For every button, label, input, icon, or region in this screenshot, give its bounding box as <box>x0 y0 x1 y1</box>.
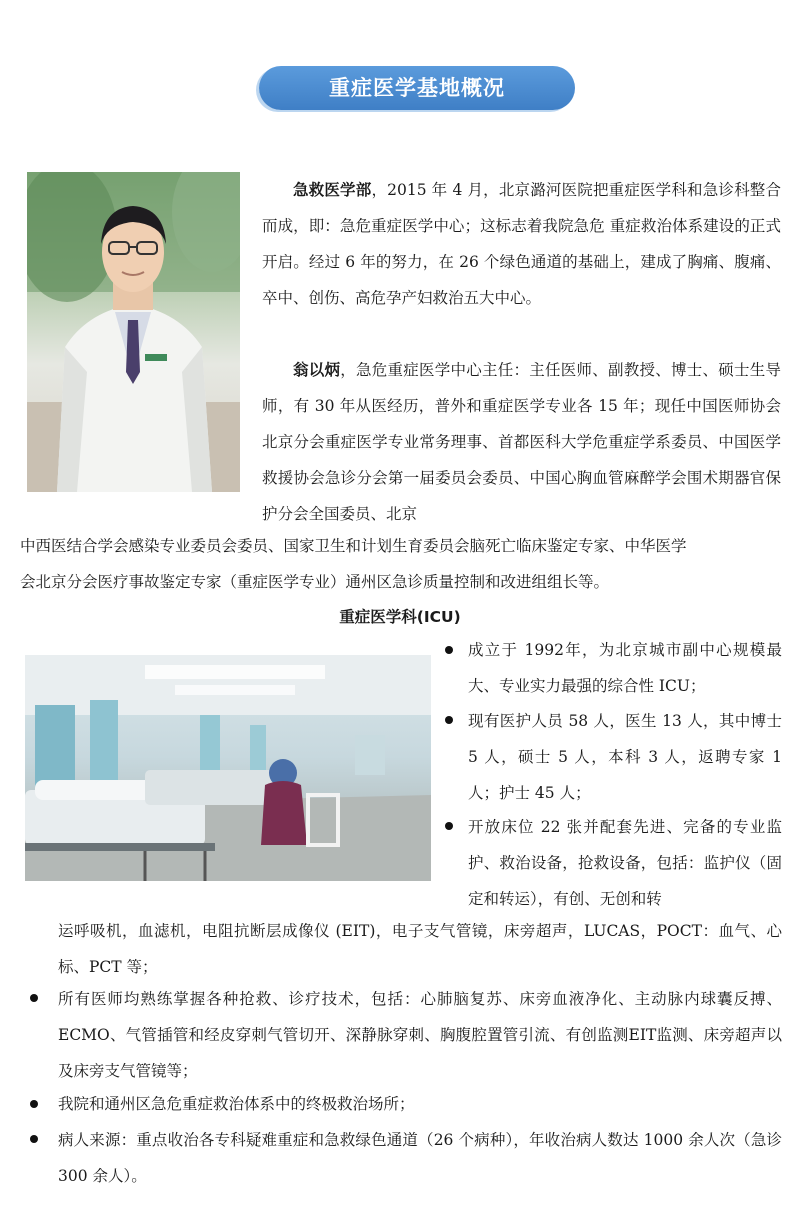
icu-bullet-beds: 开放床位 22 张并配套先进、完备的专业监护、救治设备，抢救设备，包括：监护仪（固定和转运），有创、无创和转 <box>468 818 782 908</box>
director-bio-continued-2: 会北京分会医疗事故鉴定专家（重症医学专业）通州区急诊质量控制和改进组组长等。 <box>20 573 610 591</box>
bullet-dot <box>445 716 453 724</box>
bullet-dot <box>30 994 38 1002</box>
director-portrait-illustration <box>27 172 240 492</box>
icu-bullet-patient-source: 病人来源：重点收治各专科疑难重症和急救绿色通道（26 个病种），年收治病人数达 1000 余人次（急诊 300 余人）。 <box>58 1131 782 1185</box>
page-title: 重症医学基地概况 <box>259 66 575 110</box>
bullet-dot <box>30 1100 38 1108</box>
icu-bullet-staff: 现有医护人员 58 人，医生 13 人，其中博士 5 人，硕士 5 人，本科 3 人，返聘专家 1 人；护士 45 人； <box>468 712 782 802</box>
bullet-dot <box>445 822 453 830</box>
director-bio-continued-1: 中西医结合学会感染专业委员会委员、国家卫生和计划生育委员会脑死亡临床鉴定专家、中华医学 <box>20 537 687 555</box>
icu-ward-illustration <box>25 655 431 881</box>
director-name: 翁以炳 <box>293 361 341 379</box>
director-bio-text: ，急危重症医学中心主任：主任医师、副教授、博士、硕士生导师，有 30 年从医经历，普外和重症医学专业各 15 年；现任中国医师协会北京分会重症医学专业常务理事、首都医科大学危重症学系委员、中国医学救援协会急诊分会第一届委员会委员、中国心胸血管麻醉学会围术期器官保护分会全国委员、北京 <box>262 361 781 523</box>
icu-bullet-founded: 成立于 1992年，为北京城市副中心规模最大、专业实力最强的综合性 ICU； <box>468 641 782 695</box>
icu-bullet-beds-continued: 运呼吸机，血滤机，电阻抗断层成像仪 (EIT)，电子支气管镜，床旁超声，LUCAS，POCT：血气、心标、PCT 等； <box>58 922 782 976</box>
icu-bullet-skills: 所有医师均熟练掌握各种抢救、诊疗技术，包括：心肺脑复苏、床旁血液净化、主动脉内球囊反搏、ECMO、气管插管和经皮穿刺气管切开、深静脉穿刺、胸腹腔置管引流、有创监测EIT监测、床旁超声以及床旁支气管镜等； <box>58 990 782 1080</box>
emergency-dept-text: ，2015 年 4 月，北京潞河医院把重症医学科和急诊科整合而成，即：急危重症医学中心；这标志着我院急危 重症救治体系建设的正式开启。经过 6 年的努力，在 26 个绿色通道的基础上，建成了胸痛、腹痛、卒中、创伤、高危孕产妇救治五大中心。 <box>262 181 781 307</box>
icu-bullet-terminal-site: 我院和通州区急危重症救治体系中的终极救治场所； <box>58 1095 415 1113</box>
intro-paragraph-emergency <box>262 172 781 316</box>
icu-ward-photo <box>25 655 431 881</box>
icu-heading: 重症医学科(ICU) <box>339 608 461 626</box>
bullet-dot <box>30 1135 38 1143</box>
bullet-dot <box>445 646 453 654</box>
intro-paragraph-director <box>262 352 781 532</box>
emergency-dept-lead: 急救医学部 <box>293 181 372 199</box>
director-portrait-photo <box>27 172 240 492</box>
